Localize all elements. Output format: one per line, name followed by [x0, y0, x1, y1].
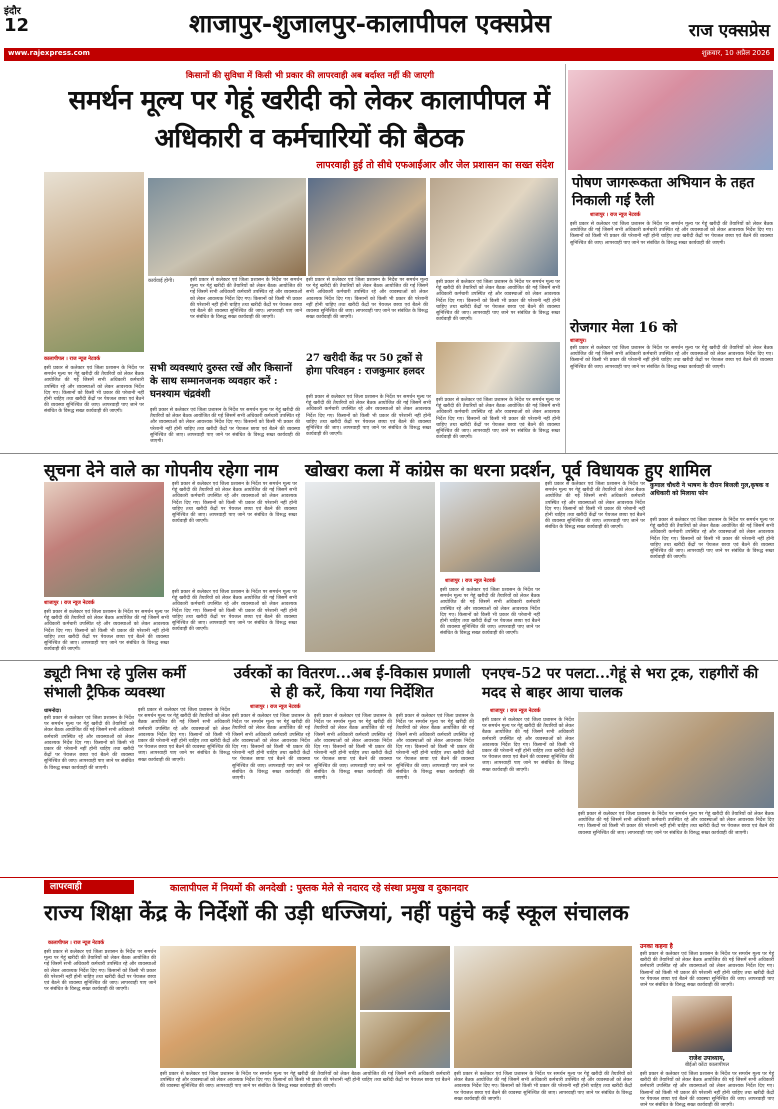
rozgar-byline: शाजापुर। [570, 338, 587, 344]
bottom-kicker: कालापीपल में नियमों की अनदेखी : पुस्तक मेले से नदारद रहे संस्था प्रमुख व दुकानदार [170, 883, 469, 894]
nh52-photo [578, 712, 774, 808]
bottom-tag: लापरवाही [44, 880, 134, 894]
congress-photo-2 [440, 482, 540, 572]
top-story-photo-5 [436, 342, 560, 394]
bottom-photo-1 [160, 946, 356, 1068]
top-story-col-1: इसी प्रकार से कलेक्टर एवं जिला प्रशासन के निर्देश पर समर्थन मूल्य पर गेहूं खरीदी की तैयारियों को लेकर बैठक आयोजित की गई जिसमें सभी अधिकारी कर्मचारी उपस्थित रहे और व्यवस्थाओं को लेकर आवश्यक निर्देश दिए गए। किसानों को किसी भी प्रकार की परेशानी नहीं होनी चाहिए तथा खरीदी केंद्रों पर पेयजल छाया एवं बैठने की व्यवस्था सुनिश्चित की जाए। लापरवाही पाए जाने पर संबंधित के विरुद्ध सख्त कार्यवाही की जाएगी। [44, 366, 144, 415]
congress-col-1: इसी प्रकार से कलेक्टर एवं जिला प्रशासन के निर्देश पर समर्थन मूल्य पर गेहूं खरीदी की तैयारियों को लेकर बैठक आयोजित की गई जिसमें सभी अधिकारी कर्मचारी उपस्थित रहे और व्यवस्थाओं को लेकर आवश्यक निर्देश दिए गए। किसानों को किसी भी प्रकार की परेशानी नहीं होनी चाहिए तथा खरीदी केंद्रों पर पेयजल छाया एवं बैठने की व्यवस्था सुनिश्चित की जाए। लापरवाही पाए जाने पर संबंधित के विरुद्ध सख्त कार्यवाही की जाएगी। [440, 588, 540, 637]
bottom-headline: राज्य शिक्षा केंद्र के निर्देशों की उड़ी धज्जियां, नहीं पहुंचे कई स्कूल संचालक [44, 901, 629, 926]
rozgar-headline: रोजगार मेला 16 को [570, 320, 677, 336]
congress-photo-1 [305, 482, 435, 652]
masthead-left [4, 3, 44, 35]
nh52-col-1: इसी प्रकार से कलेक्टर एवं जिला प्रशासन के निर्देश पर समर्थन मूल्य पर गेहूं खरीदी की तैयारियों को लेकर बैठक आयोजित की गई जिसमें सभी अधिकारी कर्मचारी उपस्थित रहे और व्यवस्थाओं को लेकर आवश्यक निर्देश दिए गए। किसानों को किसी भी प्रकार की परेशानी नहीं होनी चाहिए तथा खरीदी केंद्रों पर पेयजल छाया एवं बैठने की व्यवस्था सुनिश्चित की जाए। लापरवाही पाए जाने पर संबंधित के विरुद्ध सख्त कार्यवाही की जाएगी। [482, 718, 574, 773]
congress-col-3: इसी प्रकार से कलेक्टर एवं जिला प्रशासन के निर्देश पर समर्थन मूल्य पर गेहूं खरीदी की तैयारियों को लेकर बैठक आयोजित की गई जिसमें सभी अधिकारी कर्मचारी उपस्थित रहे और व्यवस्थाओं को लेकर आवश्यक निर्देश दिए गए। किसानों को किसी भी प्रकार की परेशानी नहीं होनी चाहिए तथा खरीदी केंद्रों पर पेयजल छाया एवं बैठने की व्यवस्था सुनिश्चित की जाए। लापरवाही पाए जाने पर संबंधित के विरुद्ध सख्त कार्यवाही की जाएगी। [650, 518, 774, 561]
beo-portrait [672, 996, 732, 1052]
bottom-sidebar-body: इसी प्रकार से कलेक्टर एवं जिला प्रशासन के निर्देश पर समर्थन मूल्य पर गेहूं खरीदी की तैयारियों को लेकर बैठक आयोजित की गई जिसमें सभी अधिकारी कर्मचारी उपस्थित रहे और व्यवस्थाओं को लेकर आवश्यक निर्देश दिए गए। किसानों को किसी भी प्रकार की परेशानी नहीं होनी चाहिए तथा खरीदी केंद्रों पर पेयजल छाया एवं बैठने की व्यवस्था सुनिश्चित की जाए। लापरवाही पाए जाने पर संबंधित के विरुद्ध सख्त कार्यवाही की जाएगी। [640, 1072, 774, 1109]
top-story-photo-1 [44, 172, 144, 352]
informer-photo [44, 482, 164, 597]
top-story-kicker: किसानों की सुविधा में किसी भी प्रकार की लापरवाही अब बर्दाश्त नहीं की जाएगी [185, 71, 435, 81]
poshan-byline: शाजापुर । राज न्यूज नेटवर्क [590, 212, 641, 218]
poshan-headline: पोषण जागरूकता अभियान के तहत निकाली गई रैली [572, 175, 755, 209]
informer-col-2: इसी प्रकार से कलेक्टर एवं जिला प्रशासन के निर्देश पर समर्थन मूल्य पर गेहूं खरीदी की तैयारियों को लेकर बैठक आयोजित की गई जिसमें सभी अधिकारी कर्मचारी उपस्थित रहे और व्यवस्थाओं को लेकर आवश्यक निर्देश दिए गए। किसानों को किसी भी प्रकार की परेशानी नहीं होनी चाहिए तथा खरीदी केंद्रों पर पेयजल छाया एवं बैठने की व्यवस्था सुनिश्चित की जाए। लापरवाही पाए जाने पर संबंधित के विरुद्ध सख्त कार्यवाही की जाएगी। [172, 482, 297, 525]
bottom-col-3: इसी प्रकार से कलेक्टर एवं जिला प्रशासन के निर्देश पर समर्थन मूल्य पर गेहूं खरीदी की तैयारियों को लेकर बैठक आयोजित की गई जिसमें सभी अधिकारी कर्मचारी उपस्थित रहे और व्यवस्थाओं को लेकर आवश्यक निर्देश दिए गए। किसानों को किसी भी प्रकार की परेशानी नहीं होनी चाहिए तथा खरीदी केंद्रों पर पेयजल छाया एवं बैठने की व्यवस्था सुनिश्चित की जाए। लापरवाही पाए जाने पर संबंधित के विरुद्ध सख्त कार्यवाही की जाएगी। [454, 1072, 632, 1102]
top-story-byline: कालापीपल । राज न्यूज नेटवर्क [44, 356, 101, 362]
bottom-photo-2 [360, 946, 450, 1010]
top-story-col-2: इसी प्रकार से कलेक्टर एवं जिला प्रशासन के निर्देश पर समर्थन मूल्य पर गेहूं खरीदी की तैयारियों को लेकर बैठक आयोजित की गई जिसमें सभी अधिकारी कर्मचारी उपस्थित रहे और व्यवस्थाओं को लेकर आवश्यक निर्देश दिए गए। किसानों को किसी भी प्रकार की परेशानी नहीं होनी चाहिए तथा खरीदी केंद्रों पर पेयजल छाया एवं बैठने की व्यवस्था सुनिश्चित की जाए। लापरवाही पाए जाने पर संबंधित के विरुद्ध सख्त कार्यवाही की जाएगी। [190, 278, 302, 321]
fertilizer-col-2: इसी प्रकार से कलेक्टर एवं जिला प्रशासन के निर्देश पर समर्थन मूल्य पर गेहूं खरीदी की तैयारियों को लेकर बैठक आयोजित की गई जिसमें सभी अधिकारी कर्मचारी उपस्थित रहे और व्यवस्थाओं को लेकर आवश्यक निर्देश दिए गए। किसानों को किसी भी प्रकार की परेशानी नहीं होनी चाहिए तथा खरीदी केंद्रों पर पेयजल छाया एवं बैठने की व्यवस्था सुनिश्चित की जाए। लापरवाही पाए जाने पर संबंधित के विरुद्ध सख्त कार्यवाही की जाएगी। [314, 714, 392, 782]
poshan-body: इसी प्रकार से कलेक्टर एवं जिला प्रशासन के निर्देश पर समर्थन मूल्य पर गेहूं खरीदी की तैयारियों को लेकर बैठक आयोजित की गई जिसमें सभी अधिकारी कर्मचारी उपस्थित रहे और व्यवस्थाओं को लेकर आवश्यक निर्देश दिए गए। किसानों को किसी भी प्रकार की परेशानी नहीं होनी चाहिए तथा खरीदी केंद्रों पर पेयजल छाया एवं बैठने की व्यवस्था सुनिश्चित की जाए। लापरवाही पाए जाने पर संबंधित के विरुद्ध सख्त कार्यवाही की जाएगी। [570, 222, 773, 246]
nh52-byline: शाजापुर । राज न्यूज नेटवर्क [490, 708, 541, 714]
bottom-col-1: इसी प्रकार से कलेक्टर एवं जिला प्रशासन के निर्देश पर समर्थन मूल्य पर गेहूं खरीदी की तैयारियों को लेकर बैठक आयोजित की गई जिसमें सभी अधिकारी कर्मचारी उपस्थित रहे और व्यवस्थाओं को लेकर आवश्यक निर्देश दिए गए। किसानों को किसी भी प्रकार की परेशानी नहीं होनी चाहिए तथा खरीदी केंद्रों पर पेयजल छाया एवं बैठने की व्यवस्था सुनिश्चित की जाए। लापरवाही पाए जाने पर संबंधित के विरुद्ध सख्त कार्यवाही की जाएगी। [44, 950, 156, 993]
informer-col-3: इसी प्रकार से कलेक्टर एवं जिला प्रशासन के निर्देश पर समर्थन मूल्य पर गेहूं खरीदी की तैयारियों को लेकर बैठक आयोजित की गई जिसमें सभी अधिकारी कर्मचारी उपस्थित रहे और व्यवस्थाओं को लेकर आवश्यक निर्देश दिए गए। किसानों को किसी भी प्रकार की परेशानी नहीं होनी चाहिए तथा खरीदी केंद्रों पर पेयजल छाया एवं बैठने की व्यवस्था सुनिश्चित की जाए। लापरवाही पाए जाने पर संबंधित के विरुद्ध सख्त कार्यवाही की जाएगी। [172, 590, 297, 633]
city-label: इंदौर [4, 6, 21, 17]
police-byline: धामनोदा। [44, 708, 62, 714]
fertilizer-byline: शाजापुर । राज न्यूज नेटवर्क [250, 704, 301, 710]
page-number: 12 [4, 15, 30, 36]
top-story-headline: समर्थन मूल्य पर गेहूं खरीदी को लेकर कालापीपल में अधिकारी व कर्मचारियों की बैठक [68, 85, 550, 154]
top-story-subheadline: लापरवाही हुई तो सीधे एफआईआर और जेल प्रशासन का सख्त संदेश [316, 160, 554, 171]
bottom-sidebar-quote: इसी प्रकार से कलेक्टर एवं जिला प्रशासन के निर्देश पर समर्थन मूल्य पर गेहूं खरीदी की तैयारियों को लेकर बैठक आयोजित की गई जिसमें सभी अधिकारी कर्मचारी उपस्थित रहे और व्यवस्थाओं को लेकर आवश्यक निर्देश दिए गए। किसानों को किसी भी प्रकार की परेशानी नहीं होनी चाहिए तथा खरीदी केंद्रों पर पेयजल छाया एवं बैठने की व्यवस्था सुनिश्चित की जाए। लापरवाही पाए जाने पर संबंधित के विरुद्ध सख्त कार्यवाही की जाएगी। [640, 952, 774, 989]
top-story-photo-3 [308, 178, 426, 276]
site-url[interactable]: www.rajexpress.com [8, 49, 90, 57]
top-story-col-6: इसी प्रकार से कलेक्टर एवं जिला प्रशासन के निर्देश पर समर्थन मूल्य पर गेहूं खरीदी की तैयारियों को लेकर बैठक आयोजित की गई जिसमें सभी अधिकारी कर्मचारी उपस्थित रहे और व्यवस्थाओं को लेकर आवश्यक निर्देश दिए गए। किसानों को किसी भी प्रकार की परेशानी नहीं होनी चाहिए तथा खरीदी केंद्रों पर पेयजल छाया एवं बैठने की व्यवस्था सुनिश्चित की जाए। लापरवाही पाए जाने पर संबंधित के विरुद्ध सख्त कार्यवाही की जाएगी। [436, 280, 560, 323]
bottom-col-2: इसी प्रकार से कलेक्टर एवं जिला प्रशासन के निर्देश पर समर्थन मूल्य पर गेहूं खरीदी की तैयारियों को लेकर बैठक आयोजित की गई जिसमें सभी अधिकारी कर्मचारी उपस्थित रहे और व्यवस्थाओं को लेकर आवश्यक निर्देश दिए गए। किसानों को किसी भी प्रकार की परेशानी नहीं होनी चाहिए तथा खरीदी केंद्रों पर पेयजल छाया एवं बैठने की व्यवस्था सुनिश्चित की जाए। लापरवाही पाए जाने पर संबंधित के विरुद्ध सख्त कार्यवाही की जाएगी। [160, 1072, 450, 1090]
police-col-1: इसी प्रकार से कलेक्टर एवं जिला प्रशासन के निर्देश पर समर्थन मूल्य पर गेहूं खरीदी की तैयारियों को लेकर बैठक आयोजित की गई जिसमें सभी अधिकारी कर्मचारी उपस्थित रहे और व्यवस्थाओं को लेकर आवश्यक निर्देश दिए गए। किसानों को किसी भी प्रकार की परेशानी नहीं होनी चाहिए तथा खरीदी केंद्रों पर पेयजल छाया एवं बैठने की व्यवस्था सुनिश्चित की जाए। लापरवाही पाए जाने पर संबंधित के विरुद्ध सख्त कार्यवाही की जाएगी। [44, 716, 134, 771]
fertilizer-headline: उर्वरकों का वितरण...अब ई-विकास प्रणाली से ही करें, किया गया निर्देशित [233, 664, 471, 701]
top-story-col-7: इसी प्रकार से कलेक्टर एवं जिला प्रशासन के निर्देश पर समर्थन मूल्य पर गेहूं खरीदी की तैयारियों को लेकर बैठक आयोजित की गई जिसमें सभी अधिकारी कर्मचारी उपस्थित रहे और व्यवस्थाओं को लेकर आवश्यक निर्देश दिए गए। किसानों को किसी भी प्रकार की परेशानी नहीं होनी चाहिए तथा खरीदी केंद्रों पर पेयजल छाया एवं बैठने की व्यवस्था सुनिश्चित की जाए। लापरवाही पाए जाने पर संबंधित के विरुद्ध सख्त कार्यवाही की जाएगी। [436, 398, 560, 441]
rozgar-body: इसी प्रकार से कलेक्टर एवं जिला प्रशासन के निर्देश पर समर्थन मूल्य पर गेहूं खरीदी की तैयारियों को लेकर बैठक आयोजित की गई जिसमें सभी अधिकारी कर्मचारी उपस्थित रहे और व्यवस्थाओं को लेकर आवश्यक निर्देश दिए गए। किसानों को किसी भी प्रकार की परेशानी नहीं होनी चाहिए तथा खरीदी केंद्रों पर पेयजल छाया एवं बैठने की व्यवस्था सुनिश्चित की जाए। लापरवाही पाए जाने पर संबंधित के विरुद्ध सख्त कार्यवाही की जाएगी। [570, 346, 773, 370]
bottom-byline: कालापीपल । राज न्यूज नेटवर्क [48, 940, 105, 946]
poshan-photo [568, 70, 773, 170]
edition-title: शाजापुर-शुजालपुर-कालापीपल एक्सप्रेस [188, 9, 552, 38]
bottom-sidebar-head: उनका कहना है [640, 943, 673, 950]
nh52-headline: एनएच-52 पर पलटा...गेहूं से भरा ट्रक, राहगीरों की मदद से बाहर आया चालक [482, 665, 759, 701]
congress-byline: शाजापुर । राज न्यूज नेटवर्क [445, 578, 496, 584]
top-story-photo-2 [148, 178, 306, 276]
bottom-photo-4 [454, 946, 632, 1068]
congress-headline: खोखरा कला में कांग्रेस का धरना प्रदर्शन, पूर्व विधायक हुए शामिल [305, 461, 711, 481]
bottom-photo-3 [360, 1012, 450, 1068]
top-story-sub-2: 27 खरीदी केंद्र पर 50 ट्रकों से होगा परिवहन : राजकुमार हलदर [306, 353, 425, 377]
fertilizer-col-1: इसी प्रकार से कलेक्टर एवं जिला प्रशासन के निर्देश पर समर्थन मूल्य पर गेहूं खरीदी की तैयारियों को लेकर बैठक आयोजित की गई जिसमें सभी अधिकारी कर्मचारी उपस्थित रहे और व्यवस्थाओं को लेकर आवश्यक निर्देश दिए गए। किसानों को किसी भी प्रकार की परेशानी नहीं होनी चाहिए तथा खरीदी केंद्रों पर पेयजल छाया एवं बैठने की व्यवस्था सुनिश्चित की जाए। लापरवाही पाए जाने पर संबंधित के विरुद्ध सख्त कार्यवाही की जाएगी। [232, 714, 310, 782]
top-story-photo-4 [430, 178, 558, 276]
top-story-sub-1: सभी व्यवस्थाएं दुरुस्त रखें और किसानों के साथ सम्मानजनक व्यवहार करें : घनश्याम चंद्रवंशी [150, 363, 292, 400]
masthead-bar [4, 48, 774, 61]
congress-side-sub: कुणाल चौधरी ने भाषण के दौरान बिजली गुल,कृषक व अधिकारी को मिलाया फोन [650, 482, 769, 497]
top-story-col-5: इसी प्रकार से कलेक्टर एवं जिला प्रशासन के निर्देश पर समर्थन मूल्य पर गेहूं खरीदी की तैयारियों को लेकर बैठक आयोजित की गई जिसमें सभी अधिकारी कर्मचारी उपस्थित रहे और व्यवस्थाओं को लेकर आवश्यक निर्देश दिए गए। किसानों को किसी भी प्रकार की परेशानी नहीं होनी चाहिए तथा खरीदी केंद्रों पर पेयजल छाया एवं बैठने की व्यवस्था सुनिश्चित की जाए। लापरवाही पाए जाने पर संबंधित के विरुद्ध सख्त कार्यवाही की जाएगी। [306, 395, 431, 438]
top-story-col-4: इसी प्रकार से कलेक्टर एवं जिला प्रशासन के निर्देश पर समर्थन मूल्य पर गेहूं खरीदी की तैयारियों को लेकर बैठक आयोजित की गई जिसमें सभी अधिकारी कर्मचारी उपस्थित रहे और व्यवस्थाओं को लेकर आवश्यक निर्देश दिए गए। किसानों को किसी भी प्रकार की परेशानी नहीं होनी चाहिए तथा खरीदी केंद्रों पर पेयजल छाया एवं बैठने की व्यवस्था सुनिश्चित की जाए। लापरवाही पाए जाने पर संबंधित के विरुद्ध सख्त कार्यवाही की जाएगी। [306, 278, 428, 321]
police-headline: ड्यूटी निभा रहे पुलिस कर्मी संभाली ट्रैफिक व्यवस्था [44, 665, 186, 701]
issue-date: शुक्रवार, 10 अप्रैल 2026 [701, 49, 770, 57]
top-story-col-3: इसी प्रकार से कलेक्टर एवं जिला प्रशासन के निर्देश पर समर्थन मूल्य पर गेहूं खरीदी की तैयारियों को लेकर बैठक आयोजित की गई जिसमें सभी अधिकारी कर्मचारी उपस्थित रहे और व्यवस्थाओं को लेकर आवश्यक निर्देश दिए गए। किसानों को किसी भी प्रकार की परेशानी नहीं होनी चाहिए तथा खरीदी केंद्रों पर पेयजल छाया एवं बैठने की व्यवस्था सुनिश्चित की जाए। लापरवाही पाए जाने पर संबंधित के विरुद्ध सख्त कार्यवाही की जाएगी। [150, 408, 300, 445]
informer-byline: शाजापुर । राज न्यूज नेटवर्क [44, 600, 95, 606]
police-col-2: इसी प्रकार से कलेक्टर एवं जिला प्रशासन के निर्देश पर समर्थन मूल्य पर गेहूं खरीदी की तैयारियों को लेकर बैठक आयोजित की गई जिसमें सभी अधिकारी कर्मचारी उपस्थित रहे और व्यवस्थाओं को लेकर आवश्यक निर्देश दिए गए। किसानों को किसी भी प्रकार की परेशानी नहीं होनी चाहिए तथा खरीदी केंद्रों पर पेयजल छाया एवं बैठने की व्यवस्था सुनिश्चित की जाए। लापरवाही पाए जाने पर संबंधित के विरुद्ध सख्त कार्यवाही की जाएगी। [138, 708, 230, 763]
beo-role: बीईओ कोंटा कालापीपल [684, 1062, 730, 1068]
beo-name: राजेश उपाध्याय, [689, 1055, 725, 1062]
nh52-col-2: इसी प्रकार से कलेक्टर एवं जिला प्रशासन के निर्देश पर समर्थन मूल्य पर गेहूं खरीदी की तैयारियों को लेकर बैठक आयोजित की गई जिसमें सभी अधिकारी कर्मचारी उपस्थित रहे और व्यवस्थाओं को लेकर आवश्यक निर्देश दिए गए। किसानों को किसी भी प्रकार की परेशानी नहीं होनी चाहिए तथा खरीदी केंद्रों पर पेयजल छाया एवं बैठने की व्यवस्था सुनिश्चित की जाए। लापरवाही पाए जाने पर संबंधित के विरुद्ध सख्त कार्यवाही की जाएगी। [578, 812, 774, 836]
congress-col-2: इसी प्रकार से कलेक्टर एवं जिला प्रशासन के निर्देश पर समर्थन मूल्य पर गेहूं खरीदी की तैयारियों को लेकर बैठक आयोजित की गई जिसमें सभी अधिकारी कर्मचारी उपस्थित रहे और व्यवस्थाओं को लेकर आवश्यक निर्देश दिए गए। किसानों को किसी भी प्रकार की परेशानी नहीं होनी चाहिए तथा खरीदी केंद्रों पर पेयजल छाया एवं बैठने की व्यवस्था सुनिश्चित की जाए। लापरवाही पाए जाने पर संबंधित के विरुद्ध सख्त कार्यवाही की जाएगी। [545, 482, 645, 531]
photo-caption: कार्यवाई होगी। [148, 278, 175, 284]
informer-headline: सूचना देने वाले का गोपनीय रहेगा नाम [44, 461, 279, 481]
paper-name: राज एक्सप्रेस [688, 21, 770, 41]
fertilizer-col-3: इसी प्रकार से कलेक्टर एवं जिला प्रशासन के निर्देश पर समर्थन मूल्य पर गेहूं खरीदी की तैयारियों को लेकर बैठक आयोजित की गई जिसमें सभी अधिकारी कर्मचारी उपस्थित रहे और व्यवस्थाओं को लेकर आवश्यक निर्देश दिए गए। किसानों को किसी भी प्रकार की परेशानी नहीं होनी चाहिए तथा खरीदी केंद्रों पर पेयजल छाया एवं बैठने की व्यवस्था सुनिश्चित की जाए। लापरवाही पाए जाने पर संबंधित के विरुद्ध सख्त कार्यवाही की जाएगी। [396, 714, 474, 782]
informer-col-1: इसी प्रकार से कलेक्टर एवं जिला प्रशासन के निर्देश पर समर्थन मूल्य पर गेहूं खरीदी की तैयारियों को लेकर बैठक आयोजित की गई जिसमें सभी अधिकारी कर्मचारी उपस्थित रहे और व्यवस्थाओं को लेकर आवश्यक निर्देश दिए गए। किसानों को किसी भी प्रकार की परेशानी नहीं होनी चाहिए तथा खरीदी केंद्रों पर पेयजल छाया एवं बैठने की व्यवस्था सुनिश्चित की जाए। लापरवाही पाए जाने पर संबंधित के विरुद्ध सख्त कार्यवाही की जाएगी। [44, 610, 169, 653]
